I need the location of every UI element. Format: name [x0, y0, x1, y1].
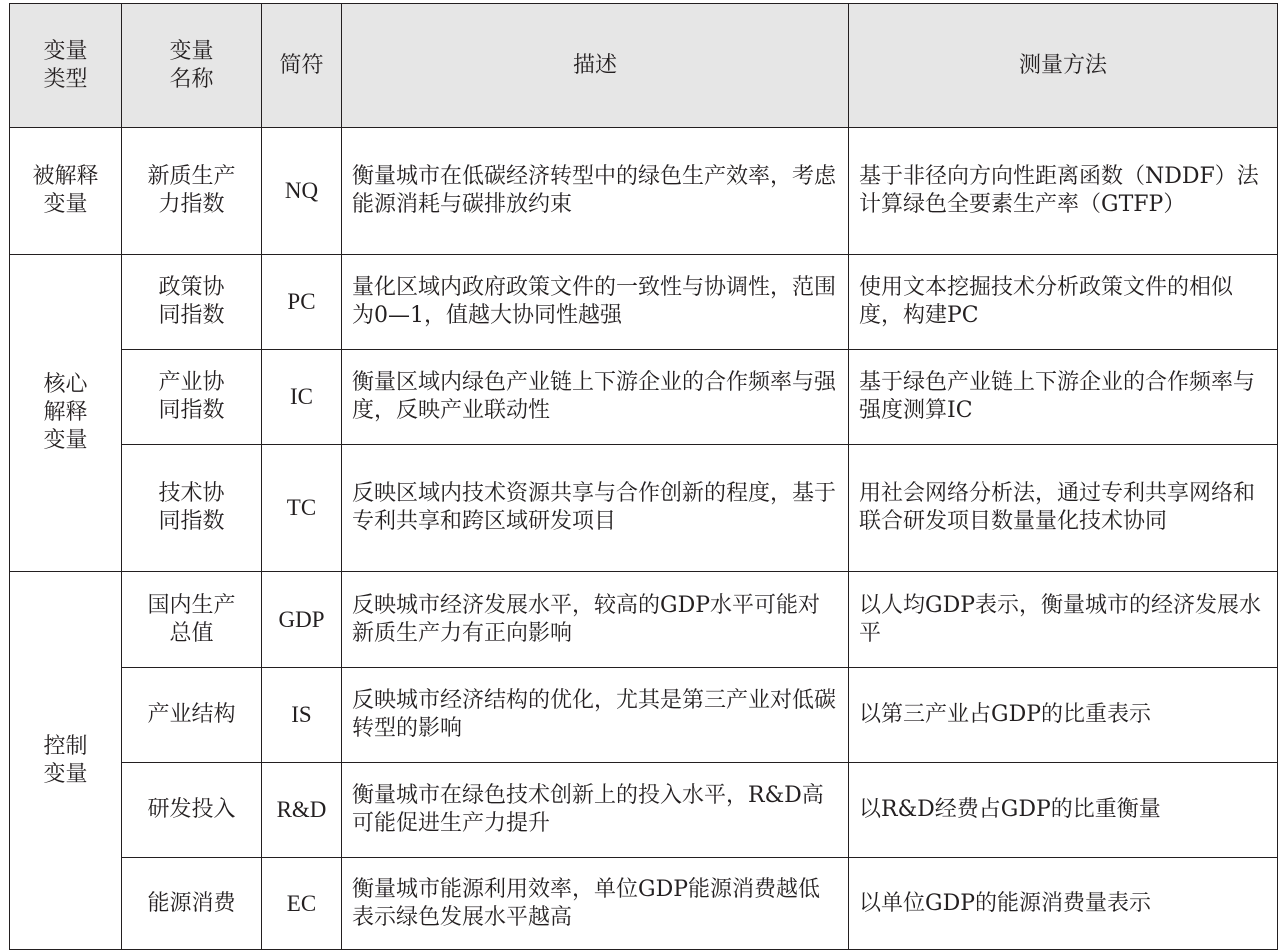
abbr-cell: PC [262, 255, 342, 350]
variable-name-cell: 产业结构 [122, 668, 262, 763]
header-variable-type: 变量类型 [10, 4, 122, 128]
method-cell: 以R&D经费占GDP的比重衡量 [849, 763, 1278, 858]
table-row [10, 128, 1278, 255]
abbr-cell: GDP [262, 572, 342, 668]
description-cell: 反映城市经济结构的优化，尤其是第三产业对低碳转型的影响 [342, 668, 849, 763]
abbr-cell: R&D [262, 763, 342, 858]
abbr-cell: NQ [262, 128, 342, 255]
variable-name-cell: 产业协同指数 [122, 350, 262, 445]
group-cell: 控制变量 [10, 572, 122, 950]
description-cell: 衡量城市在低碳经济转型中的绿色生产效率，考虑能源消耗与碳排放约束 [342, 128, 849, 255]
variable-name-cell: 能源消费 [122, 858, 262, 950]
method-cell: 以单位GDP的能源消费量表示 [849, 858, 1278, 950]
variable-name-cell: 国内生产总值 [122, 572, 262, 668]
variable-name-cell: 新质生产力指数 [122, 128, 262, 255]
abbr-cell: IS [262, 668, 342, 763]
description-cell: 反映区域内技术资源共享与合作创新的程度，基于专利共享和跨区域研发项目 [342, 445, 849, 572]
table-row [10, 350, 1278, 445]
variable-table [9, 3, 1278, 950]
variable-name-cell: 技术协同指数 [122, 445, 262, 572]
table-header-row [10, 4, 1278, 128]
header-abbreviation: 简符 [262, 4, 342, 128]
abbr-cell: IC [262, 350, 342, 445]
description-cell: 衡量区域内绿色产业链上下游企业的合作频率与强度，反映产业联动性 [342, 350, 849, 445]
method-cell: 基于绿色产业链上下游企业的合作频率与强度测算IC [849, 350, 1278, 445]
variable-name-cell: 政策协同指数 [122, 255, 262, 350]
table-row [10, 445, 1278, 572]
table-row [10, 572, 1278, 668]
header-variable-name: 变量名称 [122, 4, 262, 128]
method-cell: 使用文本挖掘技术分析政策文件的相似度，构建PC [849, 255, 1278, 350]
method-cell: 以第三产业占GDP的比重表示 [849, 668, 1278, 763]
description-cell: 量化区域内政府政策文件的一致性与协调性，范围为0—1，值越大协同性越强 [342, 255, 849, 350]
table-row [10, 763, 1278, 858]
group-cell: 核心解释变量 [10, 255, 122, 572]
table-row [10, 255, 1278, 350]
abbr-cell: EC [262, 858, 342, 950]
description-cell: 反映城市经济发展水平，较高的GDP水平可能对新质生产力有正向影响 [342, 572, 849, 668]
abbr-cell: TC [262, 445, 342, 572]
method-cell: 用社会网络分析法，通过专利共享网络和联合研发项目数量量化技术协同 [849, 445, 1278, 572]
method-cell: 以人均GDP表示，衡量城市的经济发展水平 [849, 572, 1278, 668]
description-cell: 衡量城市在绿色技术创新上的投入水平，R&D高可能促进生产力提升 [342, 763, 849, 858]
description-cell: 衡量城市能源利用效率，单位GDP能源消费越低表示绿色发展水平越高 [342, 858, 849, 950]
header-description: 描述 [342, 4, 849, 128]
table-row [10, 858, 1278, 950]
group-cell: 被解释变量 [10, 128, 122, 255]
header-measurement-method: 测量方法 [849, 4, 1278, 128]
method-cell: 基于非径向方向性距离函数（NDDF）法计算绿色全要素生产率（GTFP） [849, 128, 1278, 255]
table-row [10, 668, 1278, 763]
variable-name-cell: 研发投入 [122, 763, 262, 858]
